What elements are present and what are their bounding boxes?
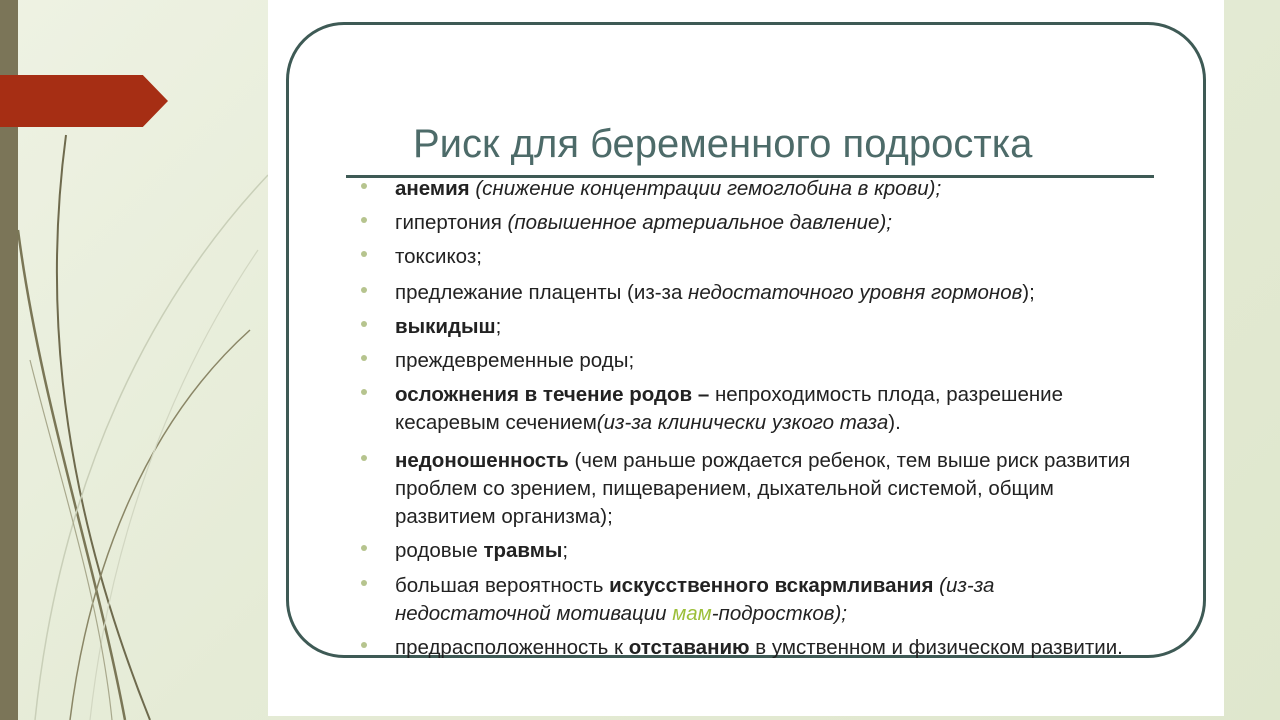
bullet-text-segment: ; xyxy=(562,539,569,562)
bullet-text-segment: предлежание плаценты (из-за xyxy=(395,281,689,304)
grass-line xyxy=(70,330,250,720)
bullet-dot-icon xyxy=(361,545,367,551)
bullet-text-segment: (снижение концентрации гемоглобина в крови); xyxy=(469,177,942,200)
bullet-dot-icon xyxy=(361,389,367,395)
bullet-item xyxy=(395,381,1155,437)
bullet-text-segment: гипертония xyxy=(395,211,508,234)
bullet-dot-icon xyxy=(361,183,367,189)
bullet-item xyxy=(395,313,1155,341)
bullet-text-segment: (чем раньше рождается ребенок, тем выше риск развития проблем со зрением, пищеварением, дыхательной системой, общим развитием организма); xyxy=(395,449,1131,528)
bullet-text-segment: большая вероятность xyxy=(395,574,610,597)
slide-content-image xyxy=(268,0,1224,716)
bullet-text-segment: в умственном и физическом развитии. xyxy=(749,636,1123,659)
bullet-dot-icon xyxy=(361,455,367,461)
bullet-item xyxy=(395,447,1155,531)
bullet-item xyxy=(395,209,1155,237)
bullet-text-segment: (из-за клинически узкого таза xyxy=(596,411,889,434)
bullet-text-segment: ). xyxy=(888,411,901,434)
bullet-dot-icon xyxy=(361,287,367,293)
bullet-text-segment: недоношенность xyxy=(395,449,569,472)
bullet-dot-icon xyxy=(361,355,367,361)
bullet-item xyxy=(395,279,1155,307)
bullet-text-segment: ; xyxy=(495,315,502,338)
bullet-item xyxy=(395,634,1155,662)
bullet-text-segment: предрасположенность к xyxy=(395,636,629,659)
bullet-dot-icon xyxy=(361,642,367,648)
bullet-text-segment: токсикоз; xyxy=(395,245,482,268)
grass-line xyxy=(90,250,258,720)
red-arrow-banner xyxy=(0,75,168,127)
bullet-text-segment: мам xyxy=(672,602,712,625)
bullet-dot-icon xyxy=(361,580,367,586)
bullet-text-segment: родовые xyxy=(395,539,484,562)
bullet-dot-icon xyxy=(361,217,367,223)
bullet-text-segment: (из-за недостаточной мотивации xyxy=(395,574,995,625)
bullet-dot-icon xyxy=(361,321,367,327)
bullet-text-segment: искусственного вскармливания xyxy=(609,574,934,597)
bullet-text-segment: непроходимость плода, разрешение кесаревым сечением xyxy=(395,383,1064,434)
bullet-text-segment: осложнения в течение родов – xyxy=(395,383,715,406)
bullet-text-segment: преждевременные роды; xyxy=(395,349,635,372)
bullet-text-segment: -подростков); xyxy=(711,602,847,625)
bullet-text-segment: (повышенное артериальное давление); xyxy=(507,211,892,234)
grass-line xyxy=(35,175,268,720)
bullet-text-segment: ); xyxy=(1022,281,1035,304)
slide-title: Риск для беременного подростка xyxy=(413,122,1033,166)
bullet-text-segment: выкидыш xyxy=(395,315,496,338)
bullet-text-segment: отставанию xyxy=(628,636,750,659)
grass-line xyxy=(18,230,125,720)
bullet-item xyxy=(395,537,1155,565)
bullet-text-segment: травмы xyxy=(483,539,563,562)
bullet-item xyxy=(395,347,1155,375)
bullet-item xyxy=(395,572,1155,628)
bullet-text-segment: анемия xyxy=(395,177,470,200)
bullet-dot-icon xyxy=(361,251,367,257)
bullet-item xyxy=(395,243,1155,271)
bullet-item xyxy=(395,175,1155,203)
risk-bullet-list xyxy=(268,0,1224,716)
bullet-text-segment: недостаточного уровня гормонов xyxy=(688,281,1023,304)
